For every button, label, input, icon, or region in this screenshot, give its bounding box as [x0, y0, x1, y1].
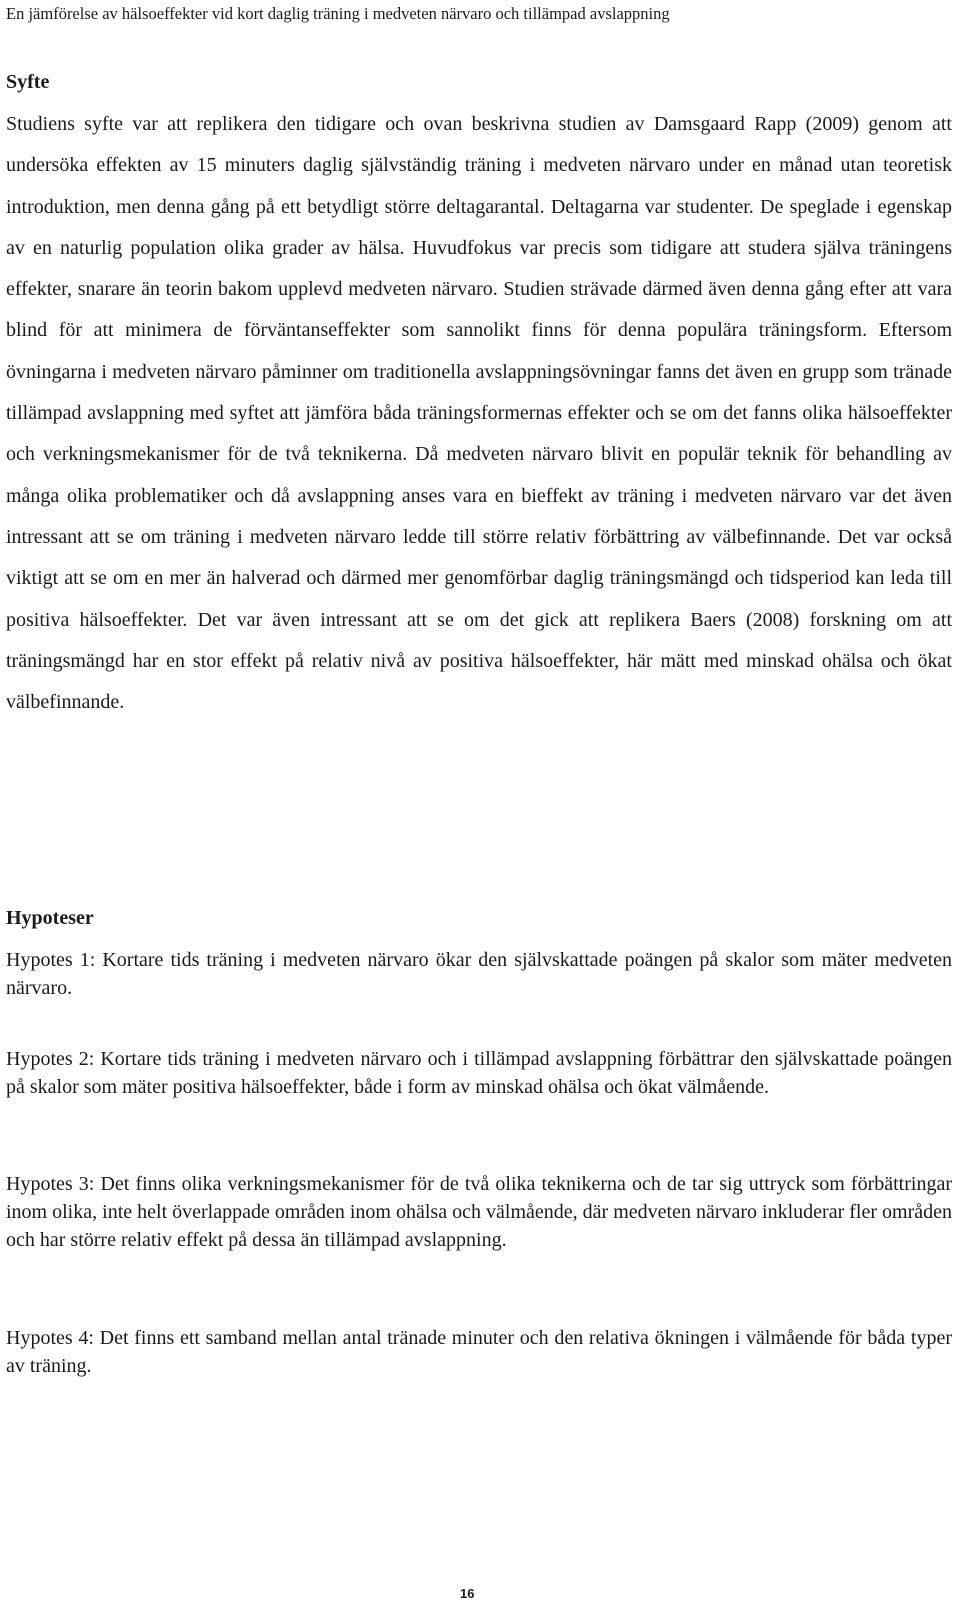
hypotes-4-paragraph: Hypotes 4: Det finns ett samband mellan antal tränade minuter och den relativa ökningen i välmående för båda typer av träning.: [6, 1327, 952, 1377]
page-number: 16: [460, 1586, 475, 1601]
syfte-heading: Syfte: [6, 71, 50, 93]
document-page: [6, 0, 954, 1613]
syfte-paragraph: Studiens syfte var att replikera den tidigare och ovan beskrivna studien av Damsgaard Rapp (2009) genom att undersöka effekten av 15 minuters daglig självständig träning i medveten närvaro under en månad utan teoretisk introduktion, men denna gång på ett betydligt större deltagarantal. Deltagarna var studenter. De speglade i egenskap av en naturlig population olika grader av hälsa. Huvudfokus var precis som tidigare att studera själva träningens effekter, snarare än teorin bakom upplevd medveten närvaro. Studien strävade därmed även denna gång efter att vara blind för att minimera de förväntanseffekter som sannolikt finns för denna populära träningsform. Eftersom övningarna i medveten närvaro påminner om traditionella avslappningsövningar fanns det även en grupp som tränade tillämpad avslappning med syftet att jämföra båda träningsformernas effekter och se om det fanns olika hälsoeffekter och verkningsmekanismer för de två teknikerna. Då medveten närvaro blivit en populär teknik för behandling av många olika problematiker och då avslappning anses vara en bieffekt av träning i medveten närvaro var det även intressant att se om träning i medveten närvaro ledde till större relativ förbättring av välbefinnande. Det var också viktigt att se om en mer än halverad och därmed mer genomförbar daglig träningsmängd och tidsperiod kan leda till positiva hälsoeffekter. Det var även intressant att se om det gick att replikera Baers (2008) forskning om att träningsmängd har en stor effekt på relativ nivå av positiva hälsoeffekter, här mätt med minskad ohälsa och ökat välbefinnande.: [6, 113, 952, 714]
hypotes-1-paragraph: Hypotes 1: Kortare tids träning i medveten närvaro ökar den självskattade poängen på skalor som mäter medveten närvaro.: [6, 949, 952, 999]
hypotes-3-paragraph: Hypotes 3: Det finns olika verkningsmekanismer för de två olika teknikerna och de tar sig uttryck som förbättringar inom olika, inte helt överlappade områden inom ohälsa och välmående, där medveten närvaro inkluderar fler områden och har större relativ effekt på dessa än tillämpad avslappning.: [6, 1173, 952, 1251]
hypoteser-heading: Hypoteser: [6, 907, 94, 929]
hypotes-2-paragraph: Hypotes 2: Kortare tids träning i medveten närvaro och i tillämpad avslappning förbättrar den självskattade poängen på skalor som mäter positiva hälsoeffekter, både i form av minskad ohälsa och ökat välmående.: [6, 1048, 952, 1098]
running-header: En jämförelse av hälsoeffekter vid kort daglig träning i medveten närvaro och tillämpad avslappning: [6, 4, 670, 23]
